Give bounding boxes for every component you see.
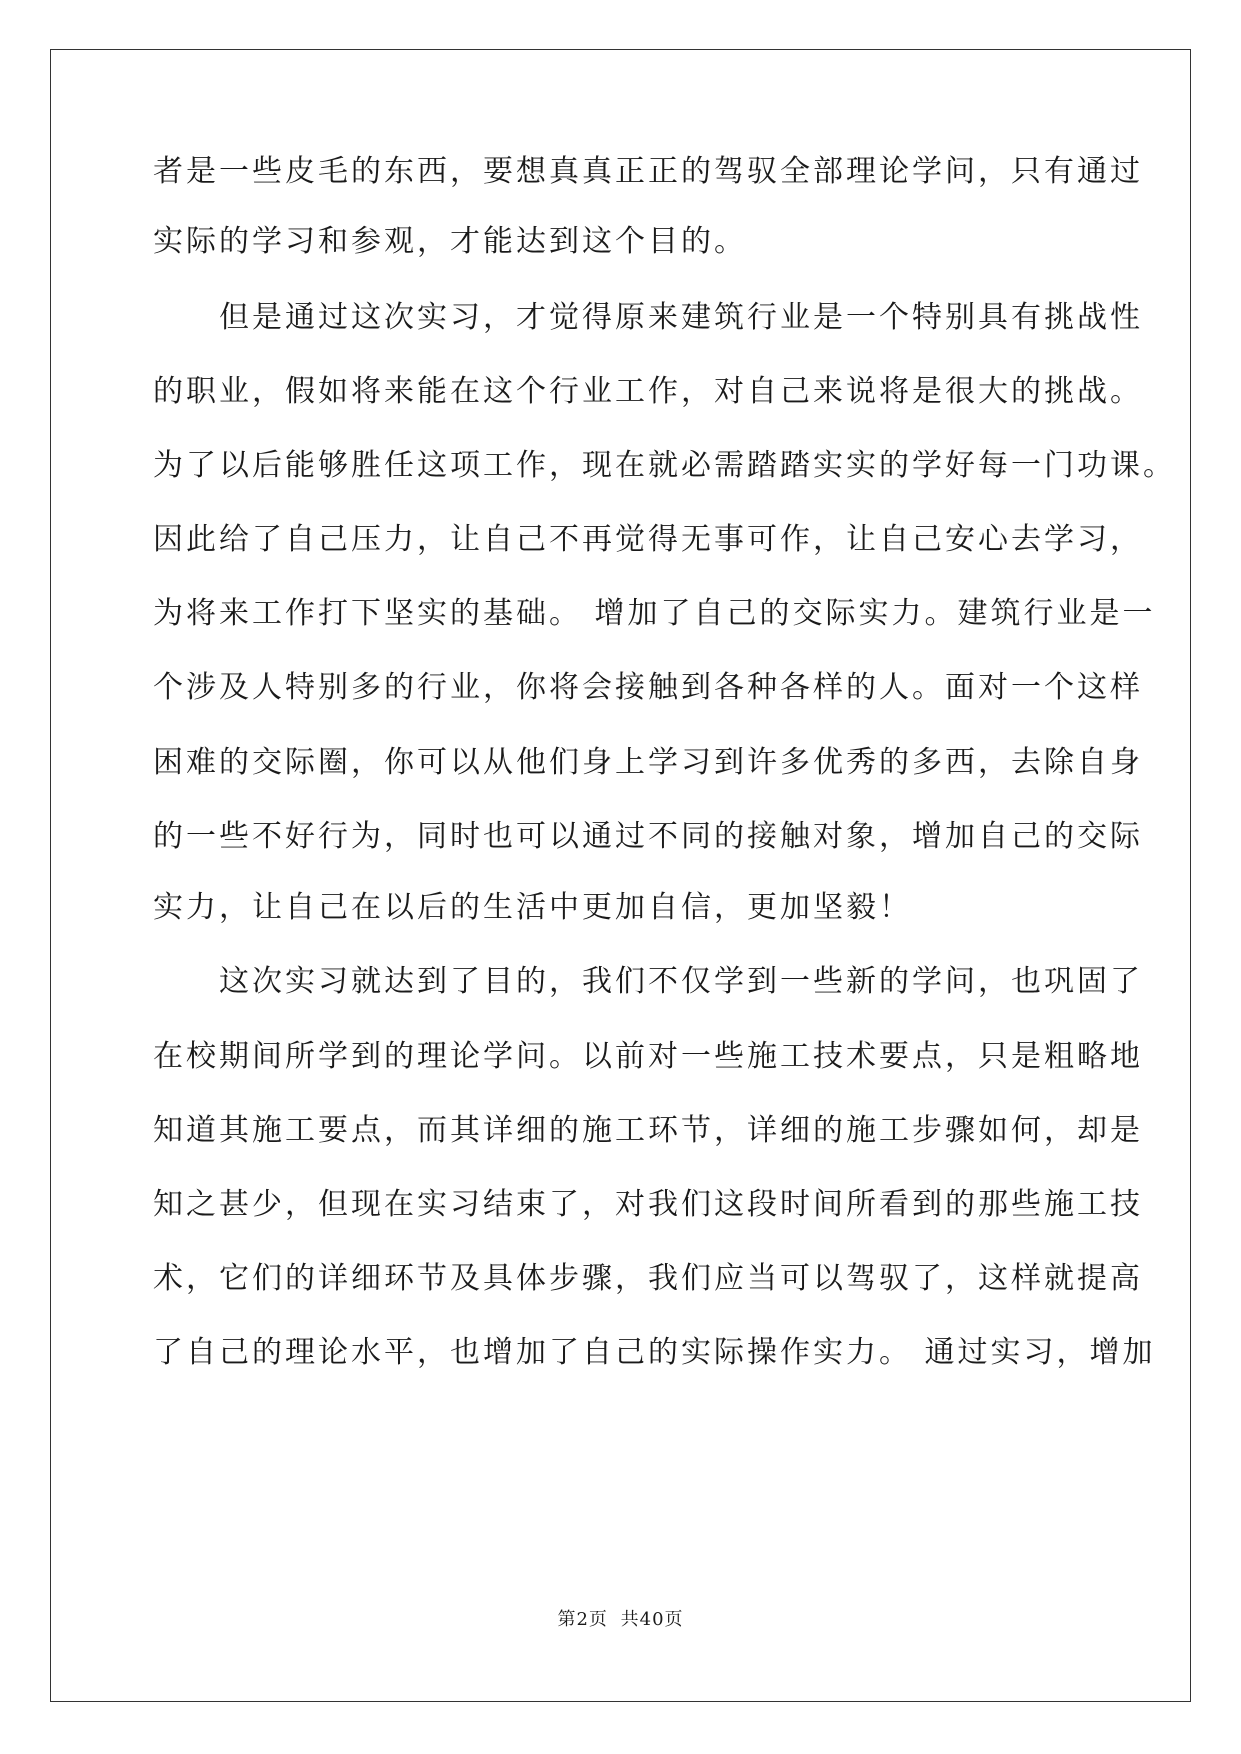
text-line-4: 的职业，假如将来能在这个行业工作，对自己来说将是很大的挑战。 bbox=[153, 374, 1143, 409]
text-line-17: 了自己的理论水平，也增加了自己的实际操作实力。 通过实习，增加 bbox=[153, 1335, 1156, 1370]
text-line-3: 但是通过这次实习，才觉得原来建筑行业是一个特别具有挑战性 bbox=[153, 300, 1143, 335]
text-line-16: 术，它们的详细环节及具体步骤，我们应当可以驾驭了，这样就提高 bbox=[153, 1261, 1143, 1296]
text-line-6: 因此给了自己压力，让自己不再觉得无事可作，让自己安心去学习， bbox=[153, 522, 1143, 557]
text-line-11: 实力，让自己在以后的生活中更加自信，更加坚毅！ bbox=[153, 890, 912, 925]
text-line-5: 为了以后能够胜任这项工作，现在就必需踏踏实实的学好每一门功课。 bbox=[153, 448, 1176, 483]
text-line-13: 在校期间所学到的理论学问。以前对一些施工技术要点，只是粗略地 bbox=[153, 1039, 1143, 1074]
text-line-9: 困难的交际圈，你可以从他们身上学习到许多优秀的多西，去除自身 bbox=[153, 745, 1143, 780]
text-line-12: 这次实习就达到了目的，我们不仅学到一些新的学问，也巩固了 bbox=[153, 964, 1143, 999]
text-line-7: 为将来工作打下坚实的基础。 增加了自己的交际实力。建筑行业是一 bbox=[153, 596, 1156, 631]
page-border bbox=[50, 49, 1191, 1702]
total-pages: 共40页 bbox=[620, 1609, 684, 1630]
text-line-10: 的一些不好行为，同时也可以通过不同的接触对象，增加自己的交际 bbox=[153, 819, 1143, 854]
text-line-8: 个涉及人特别多的行业，你将会接触到各种各样的人。面对一个这样 bbox=[153, 670, 1143, 705]
page-number: 第2页 bbox=[557, 1609, 608, 1630]
text-line-14: 知道其施工要点，而其详细的施工环节，详细的施工步骤如何，却是 bbox=[153, 1113, 1143, 1148]
page-footer bbox=[0, 1608, 1241, 1632]
text-line-2: 实际的学习和参观，才能达到这个目的。 bbox=[153, 224, 747, 259]
text-line-1: 者是一些皮毛的东西，要想真真正正的驾驭全部理论学问，只有通过 bbox=[153, 154, 1143, 189]
text-line-15: 知之甚少，但现在实习结束了，对我们这段时间所看到的那些施工技 bbox=[153, 1187, 1143, 1222]
